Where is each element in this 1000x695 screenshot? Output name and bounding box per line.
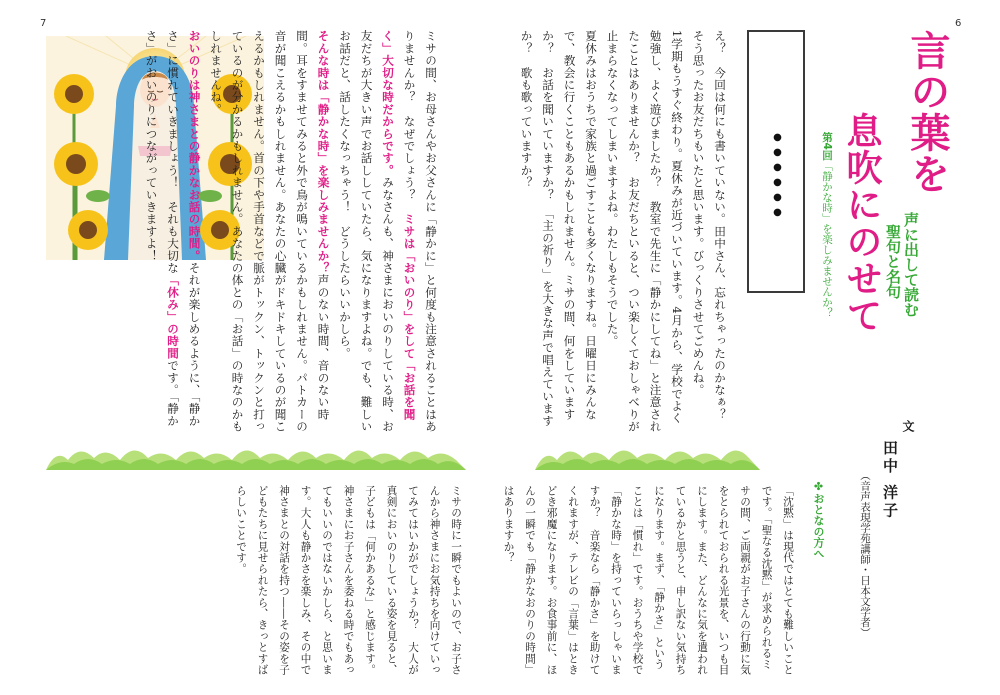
story-text-c: 声のない時間、音のない時間。耳をすませてみると外で鳥が鳴いているかもしれません。パトカーの音が聞こえるかもしれません。あなたの心臓がドキドキしているのが聞こえるかもしれません。首の下や手首などで脈がトックン、トックンと打っているのが分かるかもしれません。あなたの体との「お話」の時なのかもしれませんね。 bbox=[209, 30, 331, 433]
adult-para-right: 「沈黙」は現代ではとても難しいことです。「聖なる沈黙」が求められるミサの間、ご両親がお子さんの行動に気をとられておられる光景を、いつも目にします。また、どんなに気を遣われているかと思うと、申し訳ない気持ちになります。まず、「静かさ」ということは「慣れ」です。おうちや学校で「静かな時」を持っていらっしゃいますか？ 音楽なら「静かさ」を助けてくれますが、テレビの「言葉」はときどき邪魔になります。お食事前に、ほんの一瞬でも「静かなおのりの時間」はありますか？ bbox=[502, 485, 794, 676]
blank-message-box bbox=[747, 30, 805, 293]
story-highlight-1: ミサは「おいのり」をして「お話を聞く」大切な時だからです。 bbox=[381, 30, 417, 421]
subtitle-line1: 声に出して読む bbox=[902, 212, 920, 317]
subtitle-line2: 聖句と名句 bbox=[884, 224, 902, 299]
story-text-a: ミサの間、お母さんやお父さんに「静かに」と何度も注意されることはありませんか？ なぜでしょう？ bbox=[402, 30, 438, 433]
title-line1: 言の葉を bbox=[904, 30, 950, 194]
clover-icon: ✤ bbox=[812, 480, 825, 493]
story-para-5 bbox=[205, 30, 334, 435]
story-left-column bbox=[46, 30, 441, 435]
grass-divider-right bbox=[535, 440, 760, 470]
story-highlight-4: 「休み」の時間 bbox=[166, 274, 180, 360]
story-para-6 bbox=[140, 30, 205, 435]
story-text-e: です。「静かさ」がおいのりにつながっていきますよ！ bbox=[144, 30, 180, 427]
page-number-right: 6 bbox=[955, 18, 962, 29]
adult-left-column bbox=[46, 485, 466, 680]
dots: ●●●●●● bbox=[772, 132, 783, 222]
author-name: 田中 洋子 bbox=[881, 440, 899, 521]
page-number-left: 7 bbox=[40, 18, 47, 29]
author-affiliation: （音声表現学苑講師・日本文学者） bbox=[859, 470, 871, 638]
episode-label bbox=[820, 132, 833, 318]
story-text-b: みなさんも、神さまにおいのりしている時、お友だちが大きい声でお話ししていたら、気になりますよね。でも、難しいお話だと、話したくなっちゃう！ どうしたらいいかしら。 bbox=[338, 30, 395, 433]
author-label: 文 bbox=[901, 420, 915, 432]
story-text-d: それが楽しめるように、「静かさ」に慣れていきましょう！ それも大切な bbox=[166, 30, 202, 427]
story-para-2: 1学期もうすぐ終わり。夏休みが近づいています。4月から、学校でよく勉強し、よく遊びましたか？ 教室で先生に「静かにしてね」と注意されたことはありませんか？ お友だちといると、つい楽しくておしゃべりが止まらなくなってしまいますよね。わたしもそうでした。 bbox=[605, 30, 684, 433]
story-para-3: 夏休みはおうちで家族と過ごすことも多くなりますね。日曜日にみんなで、教会に行くこともあるかもしれません。ミサの間、何をしていますか？ お話を聞いていますか？ 「主の祈り」を大きな声で唱えていますか？ 歌も歌っていますか？ bbox=[519, 30, 598, 427]
story-highlight-2: そんな時は「静かな時」を楽しみませんか？ bbox=[316, 30, 331, 274]
episode-number: 第4回 bbox=[821, 132, 833, 161]
story-right-column bbox=[519, 30, 730, 435]
story-para-4 bbox=[334, 30, 442, 435]
adult-heading-text: おとなの方へ bbox=[812, 493, 825, 559]
story-highlight-3: おいのりは神さまとの静かなお話の時間。 bbox=[187, 30, 202, 262]
episode-text: 「静かな時」を楽しみませんか？ bbox=[821, 160, 833, 318]
grass-divider-left bbox=[46, 440, 466, 470]
adult-para-left: ミサの時に一瞬でもよいので、お子さんから神さまにお気持ちを向けていってみてはいかがでしょうか？ 大人が真剣においのりしている姿を見ると、子どもは「何かあるな」と感じます。神さまにお子さんを委ねる時でもあってもいいのではないかしら、と思います。大人も静かさを楽しみ、その中で神さまとの対話を持つ――その姿を子どもたちに見せられたら、きっとすばらしいことです。 bbox=[235, 485, 462, 676]
title-line2: 息吹にのせて bbox=[841, 112, 882, 334]
adult-right-column bbox=[502, 485, 798, 680]
story-para-1: え？ 今回は何にも書いていない。田中さん、忘れちゃったのかなぁ？ そう思ったお友だちもいたと思います。びっくりさせてごめんね。 bbox=[691, 30, 727, 433]
adult-heading bbox=[810, 480, 826, 559]
